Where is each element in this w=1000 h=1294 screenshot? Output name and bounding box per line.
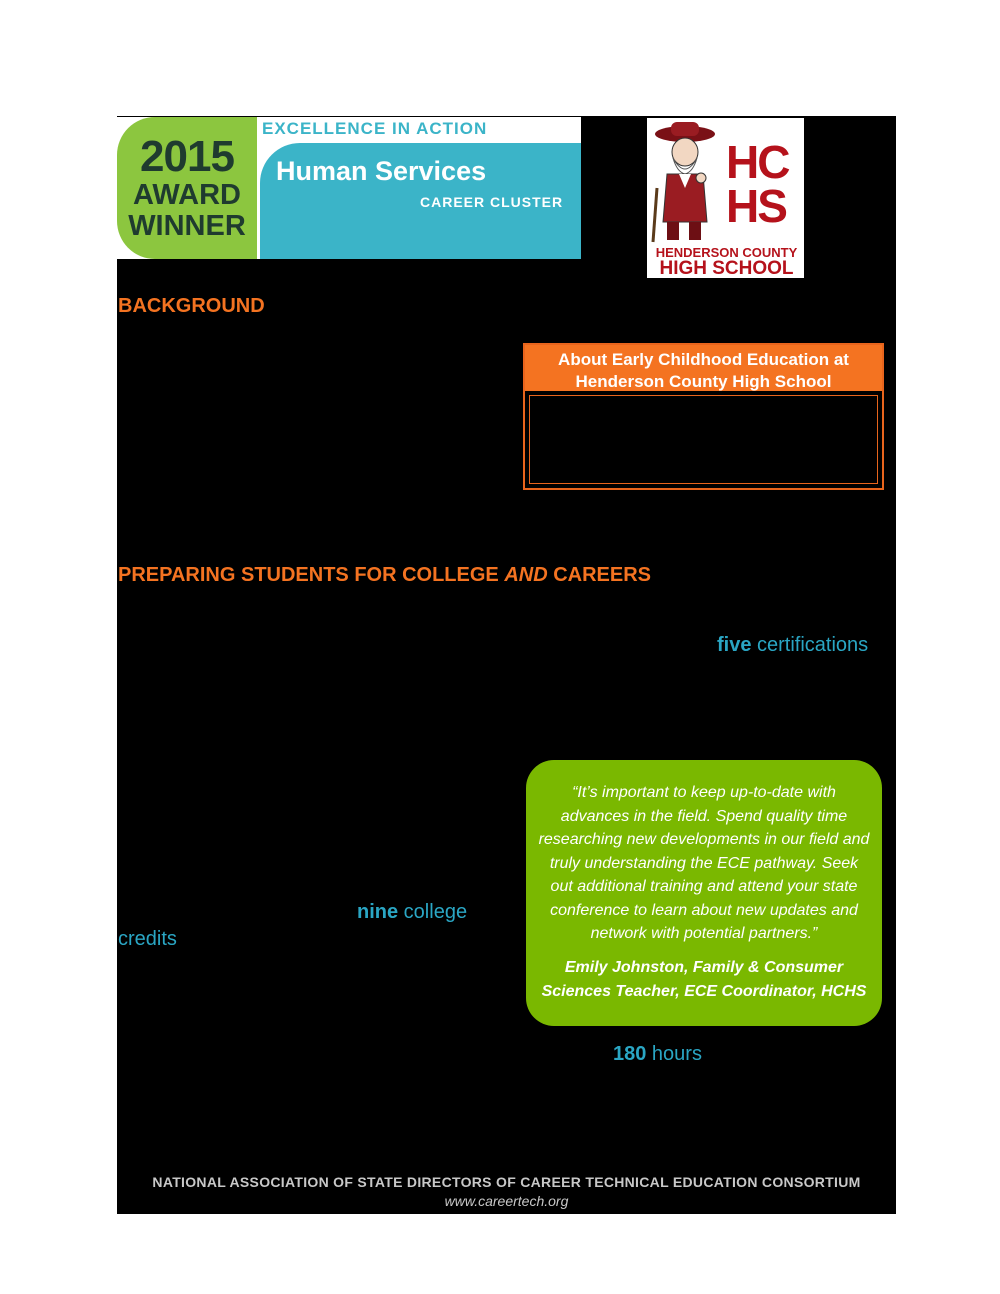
school-name-line2: HIGH SCHOOL bbox=[659, 258, 794, 278]
initials-hs: HS bbox=[726, 180, 786, 233]
about-title-line2: Henderson County High School bbox=[575, 372, 832, 391]
colonel-mascot-icon bbox=[647, 118, 727, 248]
award-year: 2015 bbox=[140, 132, 234, 181]
quote-text: “It’s important to keep up-to-date with advances in the field. Spend quality time researching new developments in our field and truly understanding the ECE pathway. Seek out additional training and attend your state conference to learn about new updates and network with potential partners.” bbox=[538, 784, 870, 942]
cluster-label: CAREER CLUSTER bbox=[420, 194, 564, 210]
footer-url: www.careertech.org bbox=[444, 1193, 569, 1209]
preparing-heading-part1: PREPARING STUDENTS FOR COLLEGE bbox=[118, 564, 505, 586]
footer-org: NATIONAL ASSOCIATION OF STATE DIRECTORS OF CAREER TECHNICAL EDUCATION CONSORTIUM bbox=[152, 1174, 861, 1190]
quote-box bbox=[526, 760, 882, 1026]
about-title-line1: About Early Childhood Education at bbox=[558, 350, 849, 369]
hours-label: hours bbox=[646, 1043, 702, 1065]
college-count: nine bbox=[357, 901, 399, 923]
about-box-title bbox=[525, 345, 882, 391]
about-box bbox=[523, 343, 884, 490]
credits-label: credits bbox=[118, 928, 177, 950]
school-name-line1: HENDERSON COUNTY bbox=[655, 245, 798, 260]
about-box-body bbox=[529, 395, 878, 484]
program-name: EXCELLENCE IN ACTION bbox=[262, 119, 488, 138]
preparing-heading-em: AND bbox=[504, 564, 548, 586]
cluster-name: Human Services bbox=[276, 156, 487, 186]
hours-count: 180 bbox=[613, 1043, 647, 1065]
certifications-label: certifications bbox=[751, 634, 869, 656]
certifications-highlight bbox=[717, 634, 868, 657]
background-heading: BACKGROUND bbox=[118, 295, 265, 317]
winner-label: WINNER bbox=[128, 210, 246, 242]
college-label: college bbox=[398, 901, 468, 923]
initials-hc: HC bbox=[726, 136, 789, 188]
college-highlight bbox=[357, 901, 467, 924]
school-name bbox=[649, 246, 804, 278]
award-winner-text bbox=[117, 132, 257, 242]
school-initials bbox=[726, 136, 789, 233]
quote-attribution bbox=[538, 956, 870, 1004]
hours-highlight bbox=[613, 1043, 702, 1066]
award-label: AWARD bbox=[133, 179, 241, 211]
certifications-count: five bbox=[717, 634, 752, 656]
footer bbox=[117, 1174, 896, 1209]
attribution-line2: Sciences Teacher, ECE Coordinator, HCHS bbox=[541, 982, 867, 1000]
school-logo bbox=[647, 118, 804, 278]
page-background bbox=[117, 116, 896, 1214]
attribution-line1: Emily Johnston, Family & Consumer bbox=[564, 958, 844, 976]
award-badge bbox=[117, 117, 581, 259]
preparing-heading bbox=[118, 564, 651, 587]
preparing-heading-part2: CAREERS bbox=[547, 564, 652, 586]
